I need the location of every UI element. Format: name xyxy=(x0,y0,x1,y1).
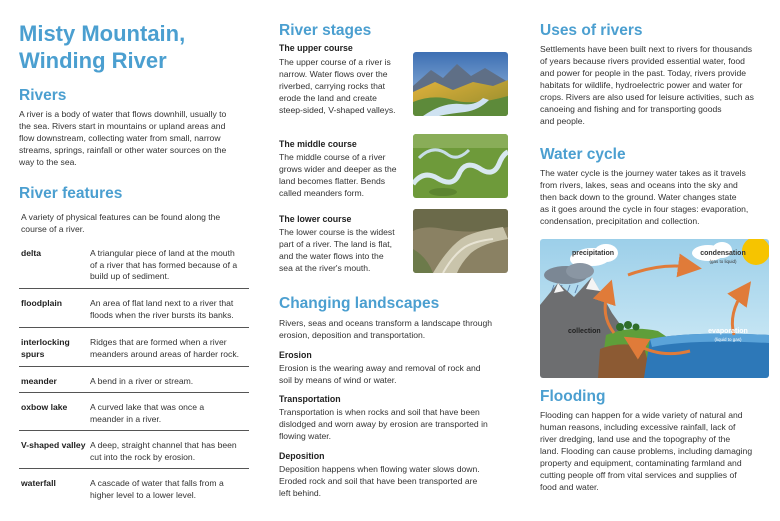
text-line: crops. Rivers are also used for leisure activities, such as xyxy=(540,92,754,102)
text-line: A cascade of water that falls from a xyxy=(90,478,224,488)
transportation-text xyxy=(279,406,519,442)
text-line: Transportation is when rocks and soil that have been xyxy=(279,407,480,417)
feature-term: V-shaped valley xyxy=(21,440,86,450)
text-line: streams, springs, rainfall or other water sources on the xyxy=(19,145,227,155)
text-line: food and water. xyxy=(540,482,599,492)
stages-heading: River stages xyxy=(279,22,372,39)
text-line: meander in a river. xyxy=(90,413,162,424)
feature-term: meander xyxy=(21,376,57,386)
text-line: grows wider and deeper as the xyxy=(279,164,397,174)
text-line: Settlements have been built next to rivers for thousands xyxy=(540,44,753,54)
text-line: Deposition happens when flowing water slows down. xyxy=(279,464,480,474)
text-line: condensation, precipitation and collection. xyxy=(540,216,700,226)
text-line: cut into the rock by erosion. xyxy=(90,451,196,462)
text-line: flow downstream, collecting water from small, narrow xyxy=(19,133,221,143)
feature-definition xyxy=(90,402,250,425)
text-line: erode the land and create xyxy=(279,93,377,103)
deposition-title: Deposition xyxy=(279,451,325,461)
feature-definition xyxy=(90,248,250,283)
text-line: A triangular piece of land at the mouth xyxy=(90,248,235,258)
feature-row-interlocking-spurs xyxy=(19,334,249,367)
upper-course-title: The upper course xyxy=(279,43,353,53)
text-line: erosion, deposition and transportation. xyxy=(279,330,426,340)
text-line: called meanders form. xyxy=(279,188,365,198)
water-cycle-diagram xyxy=(540,239,769,378)
upper-course-text xyxy=(279,56,409,116)
text-line: as it goes around the cycle in four stages: evaporation, xyxy=(540,204,749,214)
text-line: of a river that has formed because of a xyxy=(90,259,238,270)
flooding-heading: Flooding xyxy=(540,388,606,405)
text-line: sea at the river's mouth. xyxy=(279,263,371,273)
flooding-paragraph xyxy=(540,409,776,493)
collection-label: collection xyxy=(568,328,601,335)
rivers-heading: Rivers xyxy=(19,87,67,104)
feature-definition xyxy=(90,440,250,463)
features-heading: River features xyxy=(19,185,123,202)
feature-row-v-shaped-valley xyxy=(19,437,249,469)
lower-course-text xyxy=(279,226,409,274)
text-line: cutting people off from vital services and supplies of xyxy=(540,470,737,480)
text-line: A variety of physical features can be found along the xyxy=(21,212,221,222)
feature-term: waterfall xyxy=(21,478,56,488)
text-line: and people. xyxy=(540,116,585,126)
text-line: part of a river. The land is flat, xyxy=(279,239,393,249)
text-line: way to the sea. xyxy=(19,157,77,167)
text-line: land becomes flatter. Bends xyxy=(279,176,386,186)
mountain-stream-photo xyxy=(413,52,508,116)
text-line: land. Flooding can cause problems, including damaging xyxy=(540,446,753,456)
features-intro xyxy=(21,211,261,235)
feature-row-oxbow-lake xyxy=(19,399,249,431)
text-line: dislodged and worn away by erosion are transported in xyxy=(279,419,488,429)
text-line: river dredging, land use and the topography of the xyxy=(540,434,731,444)
text-line: spurs xyxy=(21,348,45,359)
landscapes-intro xyxy=(279,317,519,341)
text-line: A river is a body of water that flows downhill, usually to xyxy=(19,109,227,119)
page-title-line-1: Misty Mountain, xyxy=(19,21,186,46)
water-cycle-paragraph xyxy=(540,167,776,227)
deposition-text xyxy=(279,463,519,499)
text-line: from rivers, lakes, seas and oceans into the sky and xyxy=(540,180,738,190)
text-line: left behind. xyxy=(279,488,322,498)
text-line: soil by means of wind or water. xyxy=(279,375,397,385)
feature-definition xyxy=(90,298,250,321)
text-line: and the water flows into the xyxy=(279,251,384,261)
feature-row-delta xyxy=(19,246,249,289)
text-line: A deep, straight channel that has been xyxy=(90,440,237,450)
feature-definition xyxy=(90,337,250,360)
erosion-title: Erosion xyxy=(279,350,312,360)
text-line: flowing water. xyxy=(279,431,332,441)
water-cycle-heading: Water cycle xyxy=(540,146,626,163)
rivers-paragraph xyxy=(19,108,259,168)
condensation-label: condensation xyxy=(700,250,746,257)
river-delta-photo xyxy=(413,209,508,273)
text-line: An area of flat land next to a river that xyxy=(90,298,234,308)
feature-definition xyxy=(90,478,250,501)
feature-row-floodplain xyxy=(19,295,249,328)
text-line: the sea. Rivers start in mountains or upland areas and xyxy=(19,121,226,131)
text-line: The middle course of a river xyxy=(279,152,386,162)
text-line: then back down to the ground. Water changes state xyxy=(540,192,737,202)
text-line: property and equipment, contaminating farmland and xyxy=(540,458,742,468)
text-line: The water cycle is the journey water takes as it travels xyxy=(540,168,746,178)
text-line: steep-sided, V-shaped valleys. xyxy=(279,105,396,115)
page-title-line-2: Winding River xyxy=(19,48,167,73)
text-line: and power for people in the past. Today, rivers provide xyxy=(540,68,747,78)
text-line: course of a river. xyxy=(21,224,85,234)
feature-term: delta xyxy=(21,248,42,258)
text-line: The lower course is the widest xyxy=(279,227,395,237)
feature-row-waterfall xyxy=(19,475,249,505)
middle-course-text xyxy=(279,151,409,199)
text-line: canoeing and fishing and for transporting goods xyxy=(540,104,722,114)
feature-term: floodplain xyxy=(21,298,63,308)
precipitation-label: precipitation xyxy=(572,250,615,257)
feature-definition xyxy=(90,376,250,388)
text-line: meanders around areas of harder rock. xyxy=(90,348,240,359)
text-line: Rivers, seas and oceans transform a landscape through xyxy=(279,318,493,328)
uses-paragraph xyxy=(540,43,776,127)
feature-term xyxy=(21,337,70,360)
erosion-text xyxy=(279,362,519,386)
transportation-title: Transportation xyxy=(279,394,341,404)
text-line: habitats for wildlife, hydroelectric power and water for xyxy=(540,80,743,90)
lower-course-title: The lower course xyxy=(279,214,352,224)
text-line: A curved lake that was once a xyxy=(90,402,205,412)
text-line: Eroded rock and soil that have been transported are xyxy=(279,476,478,486)
text-line: Ridges that are formed when a river xyxy=(90,337,227,347)
text-line: riverbed, carrying rocks that xyxy=(279,81,386,91)
condensation-sublabel: (gas to liquid) xyxy=(709,259,737,264)
text-line: floods when the river bursts its banks. xyxy=(90,309,234,320)
text-line: human reasons, including excessive rainfall, lack of xyxy=(540,422,736,432)
text-line: build up of sediment. xyxy=(90,271,170,281)
landscapes-heading: Changing landscapes xyxy=(279,295,440,312)
text-line: A bend in a river or stream. xyxy=(90,376,194,386)
text-line: interlocking xyxy=(21,337,70,347)
text-line: Flooding can happen for a wide variety of natural and xyxy=(540,410,743,420)
feature-term: oxbow lake xyxy=(21,402,68,412)
text-line: higher level to a lower level. xyxy=(90,489,197,500)
meandering-river-photo xyxy=(413,134,508,198)
text-line: narrow. Water flows over the xyxy=(279,69,388,79)
text-line: The upper course of a river is xyxy=(279,57,391,67)
middle-course-title: The middle course xyxy=(279,139,357,149)
evaporation-sublabel: (liquid to gas) xyxy=(714,337,742,342)
uses-heading: Uses of rivers xyxy=(540,22,643,39)
text-line: Erosion is the wearing away and removal of rock and xyxy=(279,363,481,373)
text-line: of years because rivers provided essential water, food xyxy=(540,56,745,66)
feature-row-meander xyxy=(19,372,249,393)
evaporation-label: evaporation xyxy=(708,328,748,335)
